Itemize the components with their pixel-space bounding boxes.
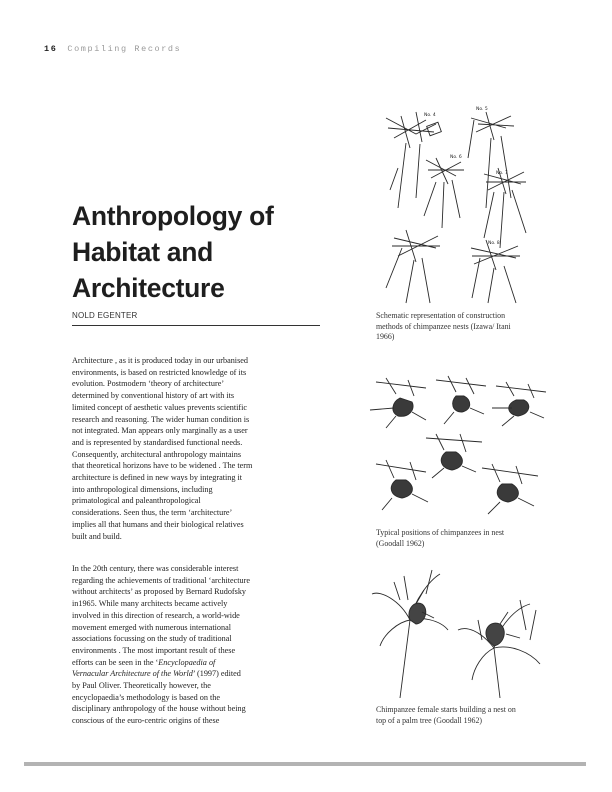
body-line: environments, is based on restricted knowledge of its (72, 367, 247, 377)
body-line: limited concept of aesthetic values prevents scientific (72, 402, 248, 412)
body-line: built and build. (72, 531, 122, 541)
chimpanzee-positions-figure (356, 368, 552, 518)
figure-label: No. 8 (488, 241, 500, 246)
nest-construction-figure (376, 98, 546, 306)
body-paragraph-2 (72, 563, 304, 727)
figure-label: No. 7 (496, 171, 508, 176)
body-line (72, 668, 304, 680)
body-line: Consequently, architectural anthropology maintains (72, 449, 242, 459)
italic-title: Encyclopaedia of (158, 657, 216, 667)
body-line: and is represented by standardised functional needs. (72, 437, 243, 447)
body-line: not integrated. Man appears only marginally as a user (72, 426, 248, 436)
page-number: 16 (44, 44, 58, 54)
body-line: by Paul Oliver. Theoretically however, the (72, 681, 211, 691)
figure-caption-1 (376, 311, 546, 343)
palm-nest-figure (370, 560, 548, 698)
caption-line: methods of chimpanzee nests (Izawa/ Itani (376, 321, 511, 331)
caption-line: (Goodall 1962) (376, 538, 425, 548)
title-divider (72, 325, 320, 326)
body-line: implies all that humans and their biological relatives (72, 519, 244, 529)
body-line: without architects’ as proposed by Bernard Rudofsky (72, 587, 247, 597)
figure-caption-2 (376, 528, 546, 549)
body-line: efforts can be seen in the ‘Encyclopaedia of (72, 657, 216, 667)
body-line: conscious of the euro-centric origins of these (72, 716, 220, 726)
title-line: Architecture (72, 273, 225, 303)
body-line: into anthropological dimensions, including (72, 484, 213, 494)
section-name: Compiling Records (67, 44, 182, 54)
title-line: Anthropology of (72, 201, 274, 231)
figure-label: No. 5 (476, 107, 488, 112)
title-line: Habitat and (72, 237, 213, 267)
body-line: movement emerged with numerous international (72, 622, 232, 632)
caption-line: Schematic representation of construction (376, 311, 506, 320)
caption-line: Typical positions of chimpanzees in nest (376, 528, 505, 537)
body-line: regarding the achievements of traditional ‘architecture (72, 575, 250, 585)
body-line: In the 20th century, there was considerable interest (72, 564, 239, 573)
body-line: evolution. Postmodern ‘theory of architecture’ (72, 379, 225, 389)
figure-caption-3 (376, 705, 546, 726)
body-line: determined by conventional history of art with its (72, 391, 235, 401)
author-name: NOLD EGENTER (72, 311, 138, 320)
body-line: associations focussing on the study of traditional (72, 634, 232, 644)
body-line: architecture is defined in new ways by integrating it (72, 473, 243, 483)
body-line: primatological and paleanthropological (72, 496, 201, 506)
running-header (44, 44, 181, 54)
body-line-text: efforts can be seen in the (72, 657, 154, 667)
body-line: encyclopaedia’s methodology is based on the (72, 692, 221, 702)
body-line: disciplinary anthropology of the house without being (72, 704, 246, 714)
body-line-text: ’ (1997) edited (192, 669, 241, 679)
body-line: that theoretical horizons have to be widened . The term (72, 461, 253, 471)
caption-line: Chimpanzee female starts building a nest on (376, 705, 516, 714)
body-line: considerations. Seen thus, the term ‘architecture’ (72, 508, 233, 518)
body-paragraph-1 (72, 355, 304, 542)
article-title (72, 198, 322, 306)
footer-bar (24, 762, 586, 766)
italic-title: Vernacular Architecture of the World (72, 669, 193, 679)
caption-line: 1966) (376, 332, 395, 341)
body-line: Architecture , as it is produced today in our urbanised (72, 356, 248, 365)
figure-label: No. 6 (450, 155, 462, 160)
caption-line: top of a palm tree (Goodall 1962) (376, 715, 483, 725)
figure-label: No. 4 (424, 113, 436, 118)
body-line: research and reasoning. The wider human condition is (72, 414, 250, 424)
body-line: environments . The most important result of these (72, 645, 236, 655)
body-line: in1965. While many architects became actively (72, 599, 228, 609)
body-line: involved in this direction of research, a world-wide (72, 610, 240, 620)
